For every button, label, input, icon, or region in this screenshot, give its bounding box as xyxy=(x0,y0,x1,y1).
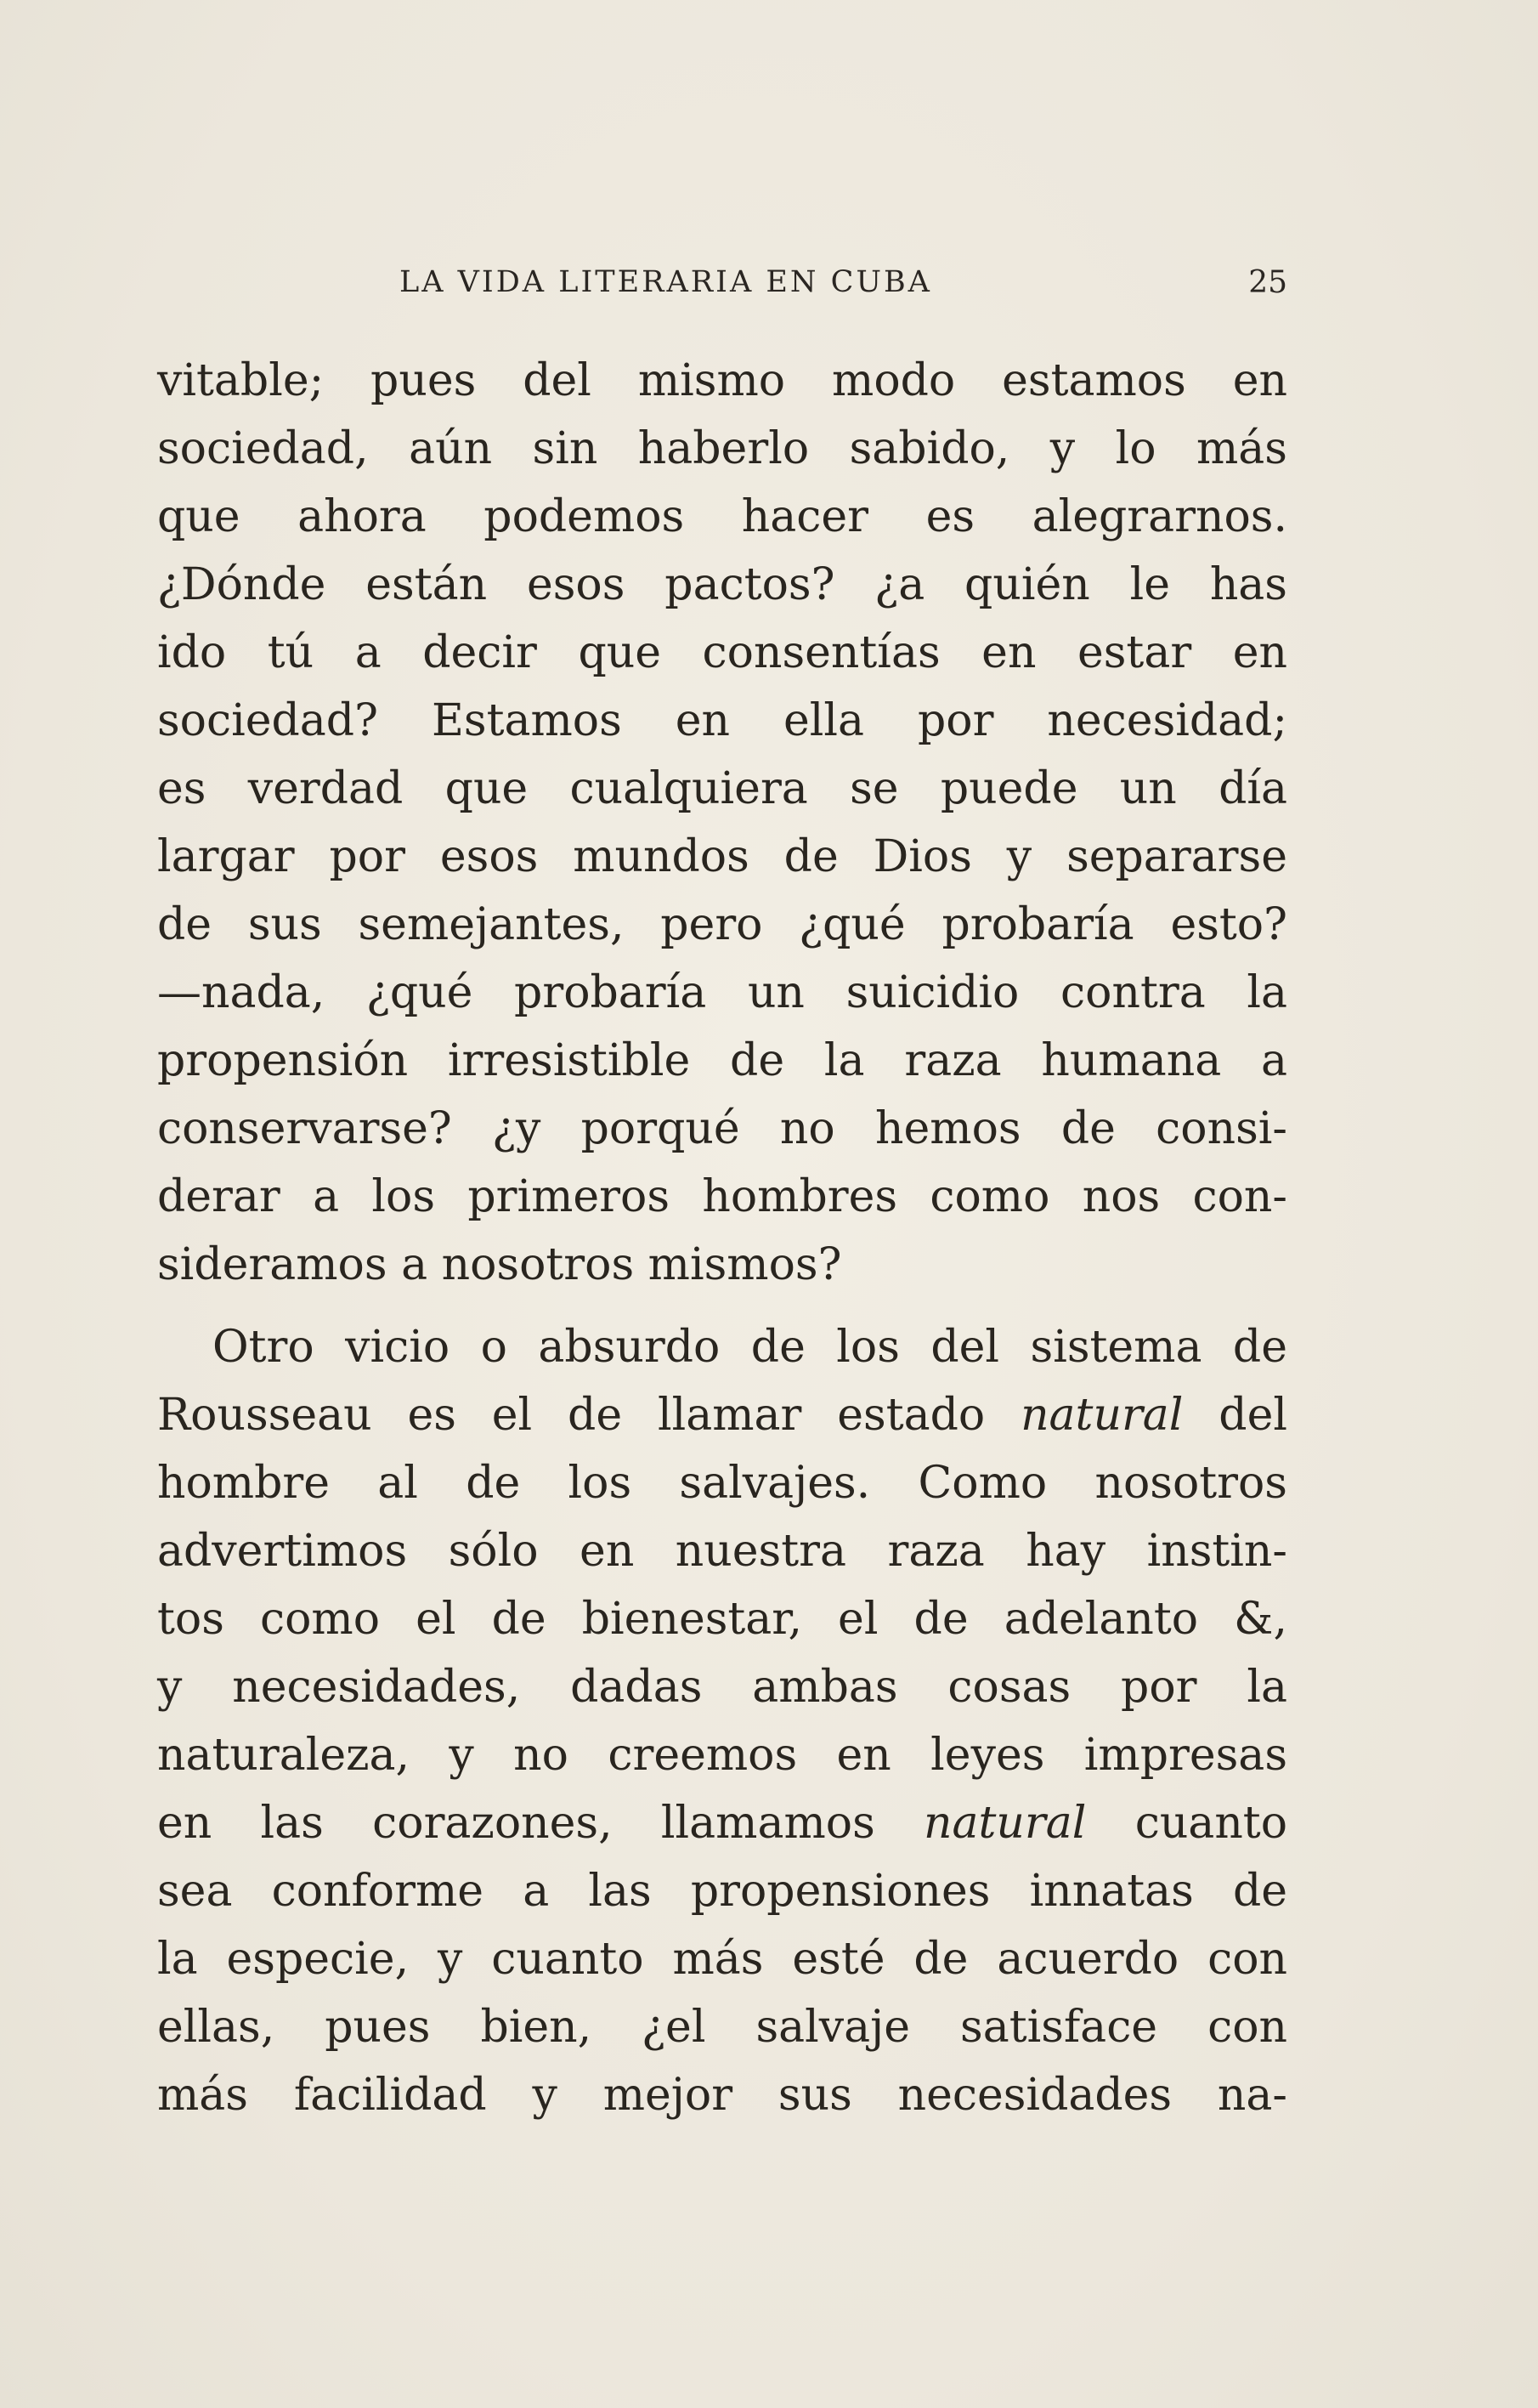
paragraph-1 xyxy=(157,347,1287,1299)
text-line: Otro vicio o absurdo de los del sistema de xyxy=(212,1322,1287,1373)
text-line: largar por esos mundos de Dios y separarse xyxy=(157,831,1287,882)
text-line: más facilidad y mejor sus necesidades na- xyxy=(157,2070,1287,2121)
italic-word: natural xyxy=(1021,1390,1184,1441)
text-line: advertimos sólo en nuestra raza hay instin- xyxy=(157,1526,1287,1577)
text-line: que ahora podemos hacer es alegrarnos. xyxy=(157,491,1287,542)
text-line: derar a los primeros hombres como nos con- xyxy=(157,1171,1287,1222)
paragraph-2 xyxy=(157,1313,1287,2129)
text-line: sideramos a nosotros mismos? xyxy=(157,1239,842,1290)
text-line: tos como el de bienestar, el de adelanto &, xyxy=(157,1594,1287,1645)
text-line: ido tú a decir que consentías en estar en xyxy=(157,627,1287,678)
text-line: conservarse? ¿y porqué no hemos de consi- xyxy=(157,1103,1287,1154)
paragraph-gap xyxy=(157,1299,1287,1313)
text-span: cuanto xyxy=(1086,1798,1288,1849)
text-line: sociedad, aún sin haberlo sabido, y lo más xyxy=(157,423,1287,474)
text-line: y necesidades, dadas ambas cosas por la xyxy=(157,1662,1287,1713)
text-line: vitable; pues del mismo modo estamos en xyxy=(157,355,1287,406)
text-line: ¿Dónde están esos pactos? ¿a quién le has xyxy=(157,559,1287,610)
text-line: hombre al de los salvajes. Como nosotros xyxy=(157,1458,1287,1509)
text-line: ellas, pues bien, ¿el salvaje satisface con xyxy=(157,2002,1287,2053)
text-line xyxy=(157,1381,1287,1449)
text-line: —nada, ¿qué probaría un suicidio contra la xyxy=(157,967,1287,1018)
running-title: LA VIDA LITERARIA EN CUBA xyxy=(399,265,932,299)
text-line: sea conforme a las propensiones innatas de xyxy=(157,1866,1287,1917)
text-line: la especie, y cuanto más esté de acuerdo con xyxy=(157,1934,1287,1985)
body-text xyxy=(157,347,1287,2129)
italic-word: natural xyxy=(924,1798,1087,1849)
text-line: sociedad? Estamos en ella por necesidad; xyxy=(157,695,1287,746)
text-span: Rousseau es el de llamar estado xyxy=(157,1390,1021,1441)
page-number: 25 xyxy=(1248,265,1287,300)
text-line: es verdad que cualquiera se puede un día xyxy=(157,763,1287,814)
text-line: propensión irresistible de la raza humana a xyxy=(157,1035,1287,1086)
text-line xyxy=(157,1789,1287,1857)
text-span: en las corazones, llamamos xyxy=(157,1798,924,1849)
page-header xyxy=(157,265,1287,308)
text-line: de sus semejantes, pero ¿qué probaría esto? xyxy=(157,899,1287,950)
text-span: del xyxy=(1183,1390,1287,1441)
text-line: naturaleza, y no creemos en leyes impresas xyxy=(157,1730,1287,1781)
